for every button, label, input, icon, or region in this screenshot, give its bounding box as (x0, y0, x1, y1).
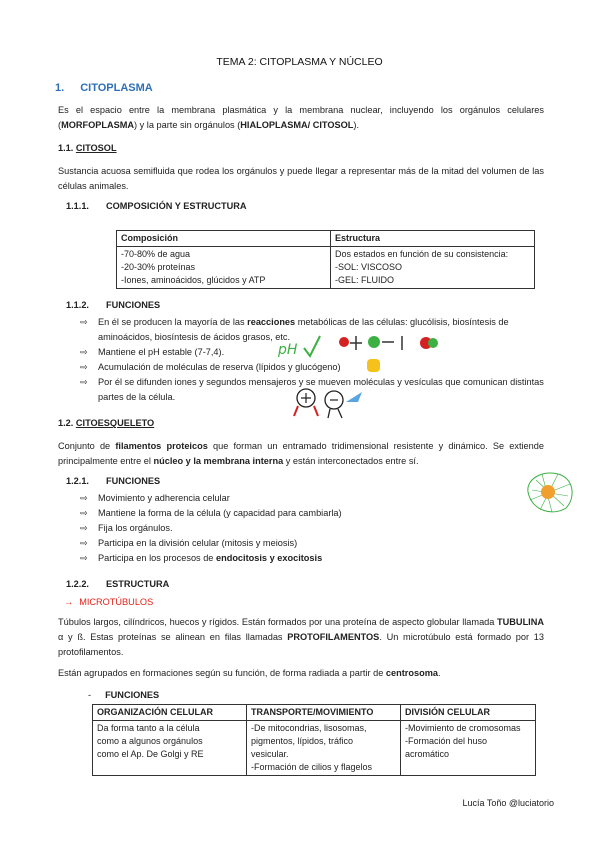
reaction-doodle (339, 336, 438, 350)
item-bold: reacciones (247, 317, 296, 327)
section-label: CITOPLASMA (80, 82, 153, 94)
funciones-microtubulos-heading (88, 690, 159, 700)
subsection-number: 1.2. (58, 418, 74, 428)
funciones-table (92, 704, 536, 776)
heading-funciones-citoesqueleto (66, 476, 160, 486)
heading-label: COMPOSICIÓN Y ESTRUCTURA (106, 201, 247, 211)
list-item: ⇨ Fija los orgánulos. (80, 521, 544, 536)
para-text: . (437, 668, 441, 678)
agrupados-paragraph (58, 666, 544, 681)
para-text: α y ß. Estas proteínas se alinean en filas llamadas (58, 632, 288, 642)
heading-number: 1.2.1. (66, 476, 89, 486)
para-text: que forman un entramado tridimensional resistente y dinámico. Se extiende principalmente entre el (58, 441, 544, 466)
subsection-label: CITOSOL (75, 143, 117, 153)
cell-line: Da forma tanto a la célula (97, 723, 200, 733)
subsection-label: CITOESQUELETO (75, 418, 155, 428)
ph-doodle (277, 336, 320, 358)
cell-line: -Iones, aminoácidos, glúcidos y ATP (121, 275, 266, 285)
cell-line: -70-80% de agua (121, 249, 191, 259)
section-number: 1. (55, 82, 65, 94)
table-cell (401, 721, 536, 776)
list-item: ⇨ Movimiento y adherencia celular (80, 491, 544, 506)
item-text: En él se producen la mayoría de las (98, 317, 248, 327)
intro-bold-morfoplasma: MORFOPLASMA (61, 120, 135, 130)
table-header: TRANSPORTE/MOVIMIENTO (247, 705, 401, 721)
intro-text: ). (353, 120, 360, 130)
intro-bold-hialoplasma: HIALOPLASMA/ CITOSOL (240, 120, 354, 130)
cell-line: Dos estados en función de su consistencia: (335, 249, 509, 259)
heading-number: 1.1.1. (66, 201, 89, 211)
item-text: metabólicas de las células: glucólisis, biosíntesis de aminoácidos, biosíntesis de ácidos grasos, etc. (98, 317, 509, 342)
table-cell (117, 247, 331, 289)
list-item: ⇨ Mantiene la forma de la célula (y capacidad para cambiarla) (80, 506, 544, 521)
dash: - (88, 690, 92, 700)
item-bold: endocitosis y exocitosis (215, 553, 323, 563)
cell-line: -Formación del huso (405, 736, 488, 746)
cell-line: acromático (405, 749, 450, 759)
cell-line: -De mitocondrias, lisosomas, (251, 723, 367, 733)
heading-funciones-citosol (66, 300, 160, 310)
para-text: Túbulos largos, cilíndricos, huecos y rígidos. Están formados por una proteína de aspecto globular llamada (58, 617, 498, 627)
molecule-doodles (270, 330, 450, 362)
cell-line: -20-30% proteínas (121, 262, 196, 272)
list-item: ⇨ Por él se difunden iones y segundos mensajeros y se mueven moléculas y vesículas que comunican distintas partes de la célula. (80, 375, 544, 405)
cell-line: -Formación de cilios y flagelos (251, 762, 373, 772)
para-bold: centrosoma (385, 668, 438, 678)
section-heading-citoplasma (55, 82, 153, 94)
cell-line: -SOL: VISCOSO (335, 262, 403, 272)
citosol-paragraph: Sustancia acuosa semifluida que rodea los orgánulos y puede llegar a representar más de la mitad del volumen de las células animales. (58, 166, 544, 191)
para-bold: PROTOFILAMENTOS (287, 632, 380, 642)
heading-label: FUNCIONES (106, 300, 161, 310)
arrow-icon: → (64, 597, 74, 607)
table-cell (331, 247, 535, 289)
heading-estructura (66, 579, 169, 589)
reserve-doodle (364, 356, 384, 376)
cell-line: -GEL: FLUIDO (335, 275, 395, 285)
intro-text: ) y la parte sin orgánulos ( (134, 120, 241, 130)
item-text: Participa en los procesos de (98, 553, 216, 563)
footer-author: Lucía Toño @luciatorio (462, 798, 554, 808)
composition-table (116, 230, 535, 289)
cell-line: pigmentos, lípidos, tráfico (251, 736, 354, 746)
microtubulos-heading (64, 597, 153, 607)
cell-line: como a algunos orgánulos (97, 736, 203, 746)
para-text: . Un microtúbulo está formado por 13 protofilamentos. (58, 632, 545, 657)
subsection-heading-citoesqueleto (58, 418, 154, 428)
list-item: ⇨ Acumulación de moléculas de reserva (lípidos y glucógeno) (80, 360, 544, 375)
svg-text:pH: pH (278, 342, 298, 358)
funciones-citoesqueleto-list (80, 491, 544, 566)
table-header: ORGANIZACIÓN CELULAR (93, 705, 247, 721)
heading-label: ESTRUCTURA (106, 579, 170, 589)
para-text: Están agrupados en formaciones según su función, de forma radiada a partir de (58, 668, 386, 678)
table-cell (93, 721, 247, 776)
para-bold: filamentos proteicos (115, 441, 208, 451)
heading-label: FUNCIONES (105, 690, 160, 700)
cell-line: vesicular. (251, 749, 289, 759)
table-header: Composición (117, 231, 331, 247)
heading-label: FUNCIONES (106, 476, 161, 486)
intro-paragraph (58, 103, 544, 133)
list-item: ⇨ Mantiene el pH estable (7-7,4). (80, 345, 544, 360)
ions-doodle (292, 384, 372, 420)
table-header: Estructura (331, 231, 535, 247)
heading-composicion (66, 201, 247, 211)
heading-number: 1.2.2. (66, 579, 89, 589)
cell-line: -Movimiento de cromosomas (405, 723, 521, 733)
microtubulos-paragraph (58, 615, 544, 660)
intro-text: Es el espacio entre la membrana plasmática y la membrana nuclear, incluyendo los orgánulos celulares ( (58, 105, 544, 130)
table-header: DIVISIÓN CELULAR (401, 705, 536, 721)
citoesqueleto-paragraph (58, 439, 544, 469)
para-bold: TUBULINA (497, 617, 544, 627)
page-title: TEMA 2: CITOPLASMA Y NÚCLEO (216, 56, 383, 68)
list-item: ⇨ Participa en la división celular (mitosis y meiosis) (80, 536, 544, 551)
table-cell (247, 721, 401, 776)
para-text: Conjunto de (58, 441, 116, 451)
subsection-number: 1.1. (58, 143, 74, 153)
heading-number: 1.1.2. (66, 300, 89, 310)
list-item (80, 551, 544, 566)
microtubulos-label: MICROTÚBULOS (79, 597, 154, 607)
subsection-heading-citosol (58, 143, 117, 153)
para-text: y están interconectados entre sí. (283, 456, 419, 466)
cell-line: como el Ap. De Golgi y RE (97, 749, 204, 759)
para-bold: núcleo y la membrana interna (153, 456, 284, 466)
